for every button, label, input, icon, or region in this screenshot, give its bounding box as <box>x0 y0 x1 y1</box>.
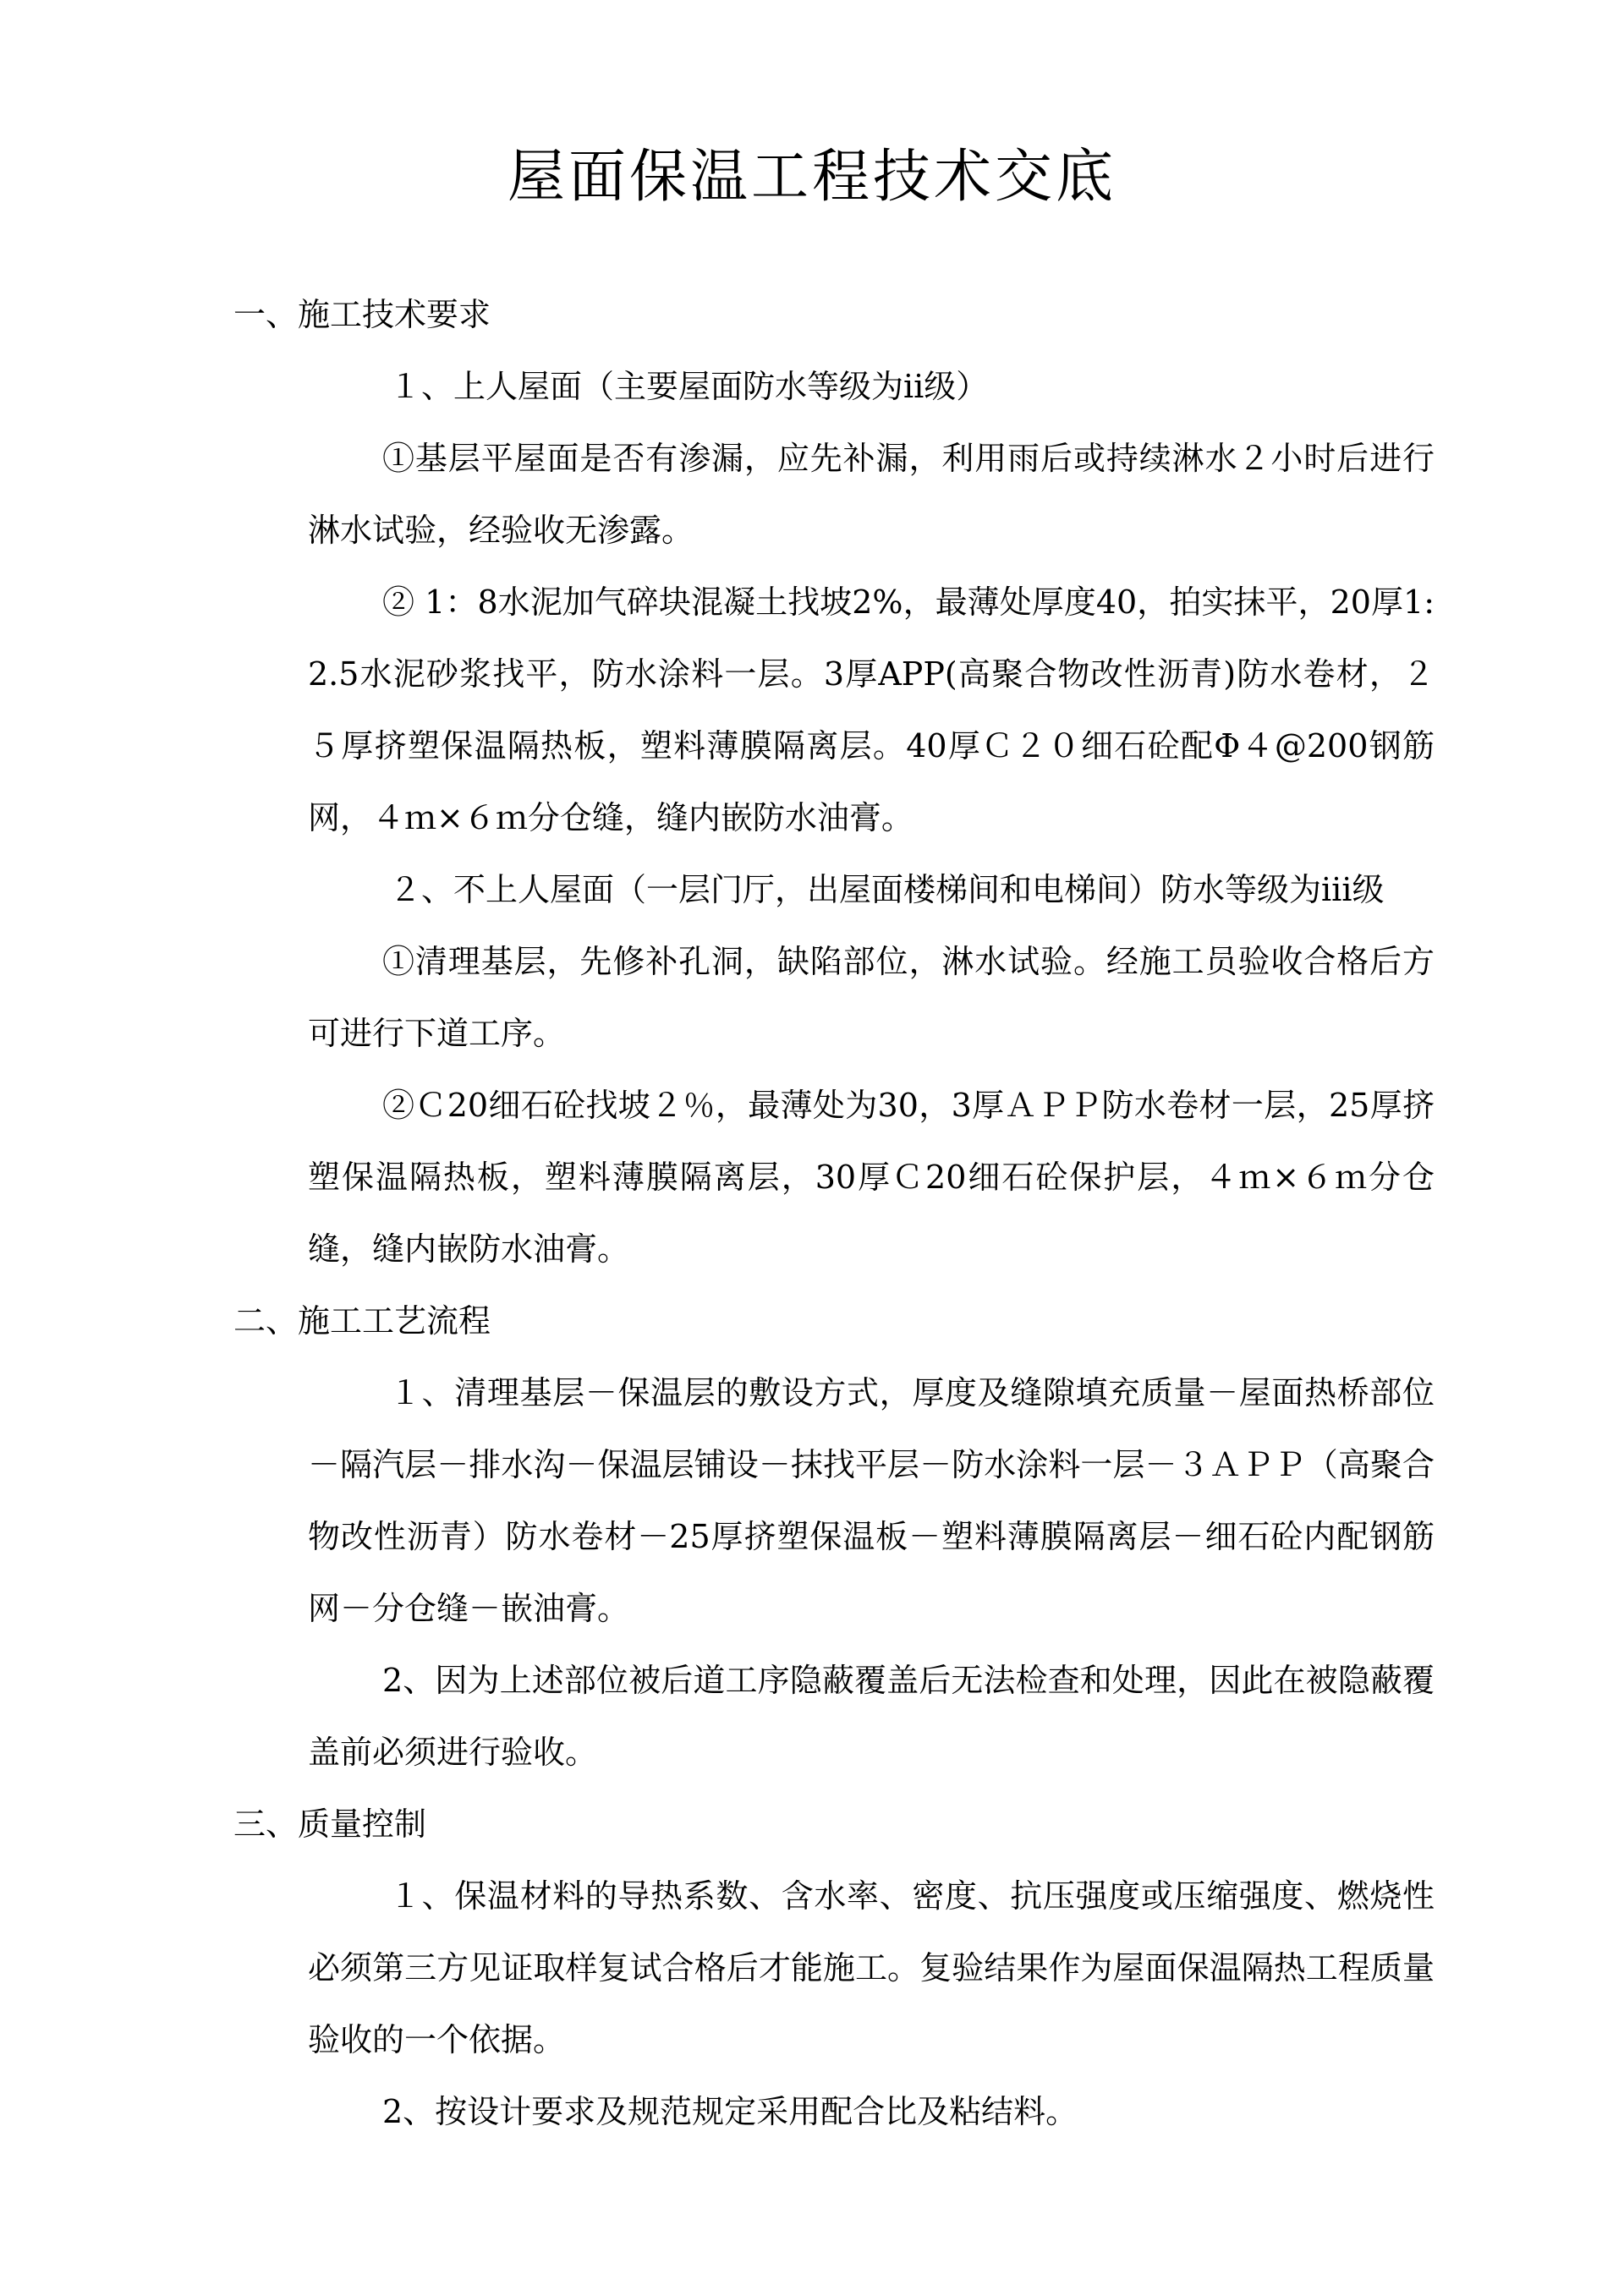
section-quality-control <box>233 1789 1435 2148</box>
section-process-flow <box>233 1285 1435 1789</box>
paragraph: ①基层平屋面是否有渗漏，应先补漏，利用雨后或持续淋水２小时后进行淋水试验，经验收无渗露。 <box>308 440 1435 549</box>
section-heading: 一、施工技术要求 <box>233 296 491 333</box>
document-title: 屋面保温工程技术交底 <box>507 144 1116 211</box>
document-body <box>233 279 1435 2148</box>
paragraph: 2、按设计要求及规范规定采用配合比及粘结料。 <box>382 2093 1078 2130</box>
paragraph: １、保温材料的导热系数、含水率、密度、抗压强度或压缩强度、燃烧性必须第三方见证取样复试合格后才能施工。复验结果作为屋面保温隔热工程质量验收的一个依据。 <box>308 1877 1435 2058</box>
paragraph: ②Ｃ20细石砼找坡２％，最薄处为30，3厚ＡＰＰ防水卷材一层，25厚挤塑保温隔热板，塑料薄膜隔离层，30厚Ｃ20细石砼保护层，４ｍ×６ｍ分仓缝，缝内嵌防水油膏。 <box>308 1087 1435 1268</box>
paragraph: １、上人屋面（主要屋面防水等级为ⅱ级） <box>389 368 989 405</box>
section-construction-requirements <box>233 279 1435 1285</box>
paragraph: １、清理基层－保温层的敷设方式，厚度及缝隙填充质量－屋面热桥部位－隔汽层－排水沟－保温层铺设－抹找平层－防水涂料一层－３ＡＰＰ（高聚合物改性沥青）防水卷材－25厚挤塑保温板－塑料薄膜隔离层－细石砼内配钢筋网－分仓缝－嵌油膏。 <box>308 1374 1435 1627</box>
section-heading: 三、质量控制 <box>233 1806 427 1843</box>
paragraph: ①清理基层，先修补孔洞，缺陷部位，淋水试验。经施工员验收合格后方可进行下道工序。 <box>308 943 1435 1052</box>
paragraph: ２、不上人屋面（一层门厅，出屋面楼梯间和电梯间）防水等级为ⅲ级 <box>389 871 1385 908</box>
paragraph: 2、因为上述部位被后道工序隐蔽覆盖后无法检查和处理，因此在被隐蔽覆盖前必须进行验收。 <box>308 1662 1435 1771</box>
section-heading: 二、施工工艺流程 <box>233 1302 491 1340</box>
paragraph: ② 1：8水泥加气碎块混凝土找坡2%，最薄处厚度40，拍实抹平，20厚1:2.5水泥砂浆找平，防水涂料一层。3厚APP(高聚合物改性沥青)防水卷材，２５厚挤塑保温隔热板，塑料薄膜隔离层。40厚Ｃ２０细石砼配Φ４@200钢筋网，４ｍ×６ｍ分仓缝，缝内嵌防水油膏。 <box>308 584 1435 836</box>
